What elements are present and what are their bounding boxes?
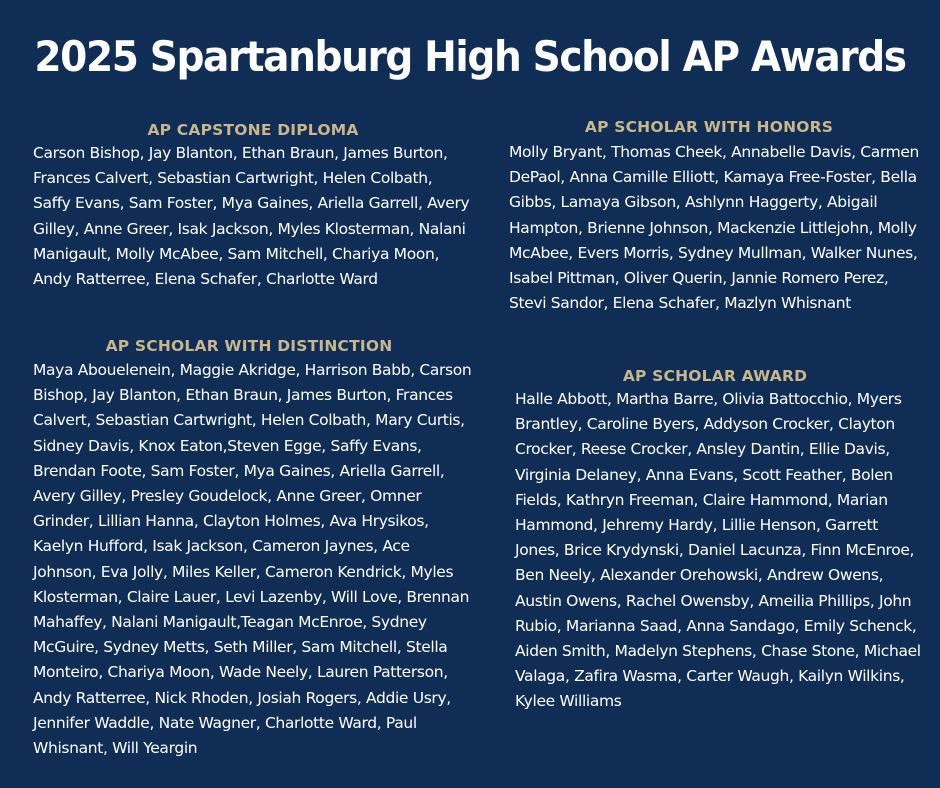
section-heading: AP SCHOLAR AWARD bbox=[622, 367, 808, 385]
section-ap-capstone-diploma bbox=[33, 121, 473, 292]
names-list: Carson Bishop, Jay Blanton, Ethan Braun, James Burton, Frances Calvert, Sebastian Cartwright, Helen Colbath, Saffy Evans, Sam Foster, Mya Gaines, Ariella Garrell, Avery Gilley, Anne Greer, Isak Jackson, Myles Klosterman, Nalani Manigault, Molly McAbee, Sam Mitchell, Chariya Moon, Andy Ratterree, Elena Schafer, Charlotte Ward bbox=[33, 144, 470, 289]
names-list: Molly Bryant, Thomas Cheek, Annabelle Davis, Carmen DePaol, Anna Camille Elliott, Kamaya Free-Foster, Bella Gibbs, Lamaya Gibson, Ashlynn Haggerty, Abigail Hampton, Brienne Johnson, Mackenzie Littlejohn, Molly McAbee, Evers Morris, Sydney Mullman, Walker Nunes, Isabel Pittman, Oliver Querin, Jannie Romero Perez, Stevi Sandor, Elena Schafer, Mazlyn Whisnant bbox=[509, 143, 919, 313]
section-heading: AP SCHOLAR WITH DISTINCTION bbox=[105, 337, 393, 355]
names-list: Halle Abbott, Martha Barre, Olivia Battocchio, Myers Brantley, Caroline Byers, Addyson Crocker, Clayton Crocker, Reese Crocker, Ansley Dantin, Ellie Davis, Virginia Delaney, Anna Evans, Scott Feather, Bolen Fields, Kathryn Freeman, Claire Hammond, Marian Hammond, Jehremy Hardy, Lillie Henson, Garrett Jones, Brice Krydynski, Daniel Lacunza, Finn McEnroe, Ben Neely, Alexander Orehowski, Andrew Owens, Austin Owens, Rachel Owensby, Ameilia Phillips, John Rubio, Marianna Saad, Anna Sandago, Emily Schenck, Aiden Smith, Madelyn Stephens, Chase Stone, Michael Valaga, Zafira Wasma, Carter Waugh, Kailyn Wilkins, Kylee Williams bbox=[515, 390, 921, 711]
section-ap-scholar-with-distinction bbox=[33, 337, 473, 761]
section-heading: AP CAPSTONE DIPLOMA bbox=[147, 121, 359, 139]
names-list: Maya Abouelenein, Maggie Akridge, Harrison Babb, Carson Bishop, Jay Blanton, Ethan Braun, James Burton, Frances Calvert, Sebastian Cartwright, Helen Colbath, Mary Curtis, Sidney Davis, Knox Eaton,Steven Egge, Saffy Evans, Brendan Foote, Sam Foster, Mya Gaines, Ariella Garrell, Avery Gilley, Presley Goudelock, Anne Greer, Omner Grinder, Lillian Hanna, Clayton Holmes, Ava Hrysikos, Kaelyn Hufford, Isak Jackson, Cameron Jaynes, Ace Johnson, Eva Jolly, Miles Keller, Cameron Kendrick, Myles Klosterman, Claire Lauer, Levi Lazenby, Will Love, Brennan Mahaffey, Nalani Manigault,Teagan McEnroe, Sydney McGuire, Sydney Metts, Seth Miller, Sam Mitchell, Stella Monteiro, Chariya Moon, Wade Neely, Lauren Patterson, Andy Ratterree, Nick Rhoden, Josiah Rogers, Addie Usry, Jennifer Waddle, Nate Wagner, Charlotte Ward, Paul Whisnant, Will Yeargin bbox=[33, 361, 472, 758]
section-heading: AP SCHOLAR WITH HONORS bbox=[584, 118, 834, 136]
section-ap-scholar-award bbox=[515, 367, 925, 715]
section-ap-scholar-with-honors bbox=[509, 118, 919, 316]
page-title: 2025 Spartanburg High School AP Awards bbox=[34, 32, 906, 81]
